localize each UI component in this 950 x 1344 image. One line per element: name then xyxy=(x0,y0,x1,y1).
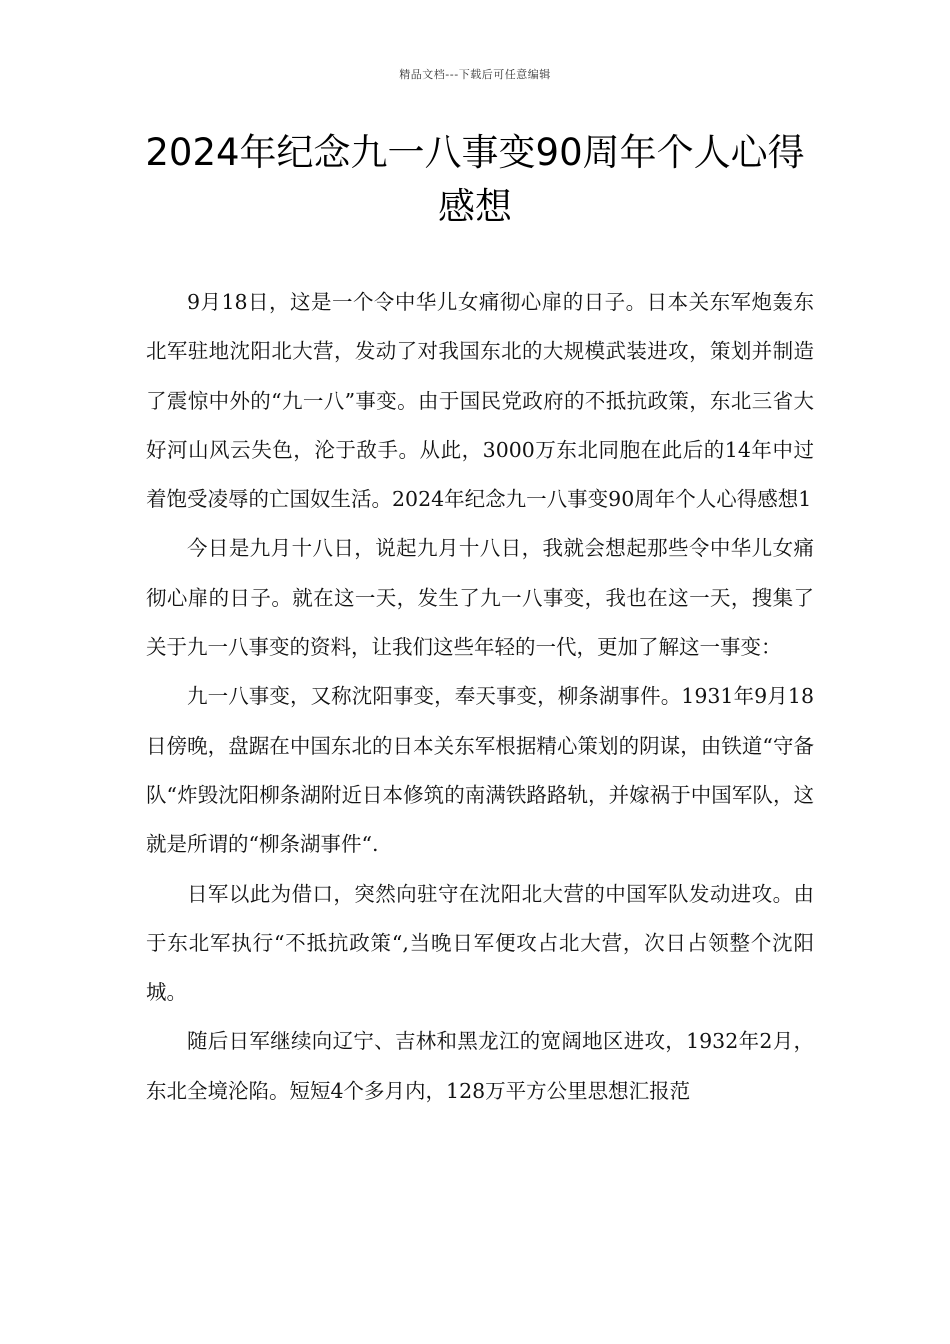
paragraph: 9月18日，这是一个令中华儿女痛彻心扉的日子。日本关东军炮轰东北军驻地沈阳北大营，发动了对我国东北的大规模武装进攻，策划并制造了震惊中外的“九一八”事变。由于国民党政府的不抵抗政策，东北三省大好河山风云失色，沦于敌手。从此，3000万东北同胞在此后的14年中过着饱受凌辱的亡国奴生活。2024年纪念九一八事变90周年个人心得感想1 xyxy=(146,290,814,512)
paragraph: 随后日军继续向辽宁、吉林和黑龙江的宽阔地区进攻，1932年2月，东北全境沦陷。短短4个多月内，128万平方公里思想汇报范 xyxy=(146,1029,814,1103)
document-body xyxy=(146,278,814,1116)
paragraph: 日军以此为借口，突然向驻守在沈阳北大营的中国军队发动进攻。由于东北军执行“不抵抗政策“,当晚日军便攻占北大营，次日占领整个沈阳城。 xyxy=(146,881,814,1005)
header-note: 精品文档---下载后可任意编辑 xyxy=(399,68,551,81)
paragraph: 九一八事变，又称沈阳事变，奉天事变，柳条湖事件。1931年9月18日傍晚，盘踞在中国东北的日本关东军根据精心策划的阴谋，由铁道“守备队“炸毁沈阳柳条湖附近日本修筑的南满铁路路轨，并嫁祸于中国军队，这就是所谓的“柳条湖事件“. xyxy=(146,684,814,857)
paragraph: 今日是九月十八日，说起九月十八日，我就会想起那些令中华儿女痛彻心扉的日子。就在这一天，发生了九一八事变，我也在这一天，搜集了关于九一八事变的资料，让我们这些年轻的一代，更加了解这一事变： xyxy=(146,536,814,660)
document-title: 2024年纪念九一八事变90周年个人心得感想 xyxy=(145,131,805,228)
